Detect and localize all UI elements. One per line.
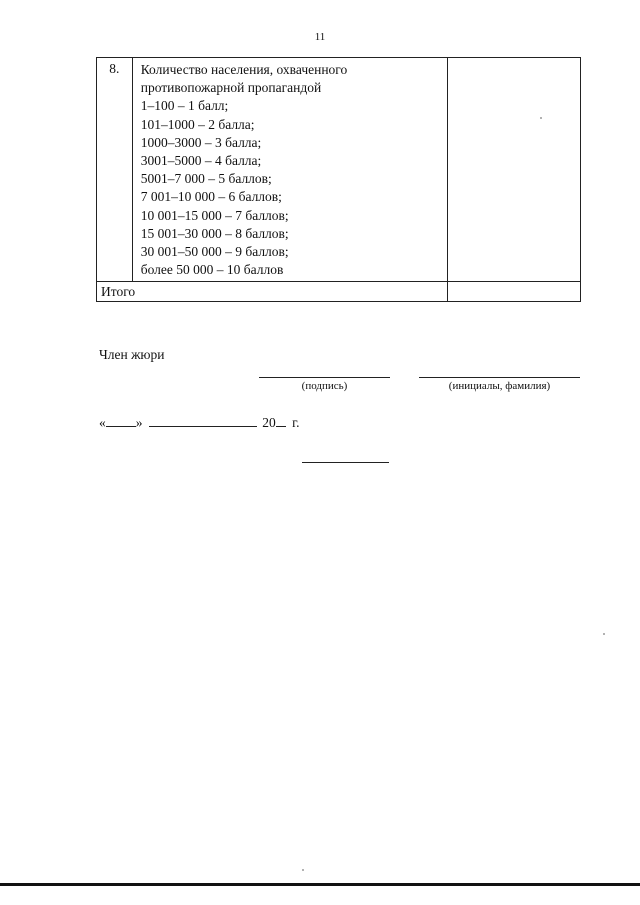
date-line: [99, 413, 300, 431]
score-table: [96, 57, 581, 302]
table-row: [97, 58, 581, 282]
date-open-quote: «: [99, 415, 106, 430]
row-number: 8.: [97, 58, 133, 282]
date-close-quote: »: [135, 415, 143, 430]
name-line[interactable]: [419, 377, 580, 378]
criterion-scale-line: 1000–3000 – 3 балла;: [140, 134, 262, 150]
jury-member-label: Член жюри: [99, 347, 165, 362]
scan-speck: [603, 633, 605, 635]
criterion-scale-line: 101–1000 – 2 балла;: [140, 116, 255, 132]
criterion-scale-line: 30 001–50 000 – 9 баллов;: [140, 244, 289, 260]
total-row: [97, 282, 581, 302]
signature-line[interactable]: [259, 377, 390, 378]
year-prefix: 20: [262, 415, 276, 430]
total-label: Итого: [97, 282, 448, 302]
total-value-cell[interactable]: [447, 282, 580, 302]
score-value-cell[interactable]: [447, 58, 580, 282]
criterion-scale-line: 10 001–15 000 – 7 баллов;: [140, 207, 289, 223]
criterion-scale-line: 15 001–30 000 – 8 баллов;: [140, 225, 289, 241]
bottom-rule: [0, 883, 640, 886]
signature-caption: (подпись): [301, 380, 348, 392]
scan-speck: [540, 117, 542, 119]
criterion-scale-line: 5001–7 000 – 5 баллов;: [140, 171, 272, 187]
criterion-title-line: противопожарной пропагандой: [140, 80, 322, 96]
year-suffix: г.: [292, 415, 300, 430]
criterion-title-line: Количество населения, охваченного: [140, 62, 348, 77]
month-blank[interactable]: [149, 413, 257, 427]
name-caption: (инициалы, фамилия): [448, 380, 551, 392]
scan-speck: [302, 869, 304, 871]
stamp-line: [302, 462, 389, 463]
page-number: 11: [314, 31, 326, 43]
criterion-scale-line: 1–100 – 1 балл;: [140, 98, 229, 114]
criterion-scale-line: более 50 000 – 10 баллов: [140, 262, 284, 278]
criterion-scale-line: 7 001–10 000 – 6 баллов;: [140, 189, 282, 205]
criterion-cell: [132, 58, 447, 282]
day-blank[interactable]: [106, 413, 136, 427]
year-blank[interactable]: [276, 413, 286, 427]
criterion-scale-line: 3001–5000 – 4 балла;: [140, 153, 262, 169]
